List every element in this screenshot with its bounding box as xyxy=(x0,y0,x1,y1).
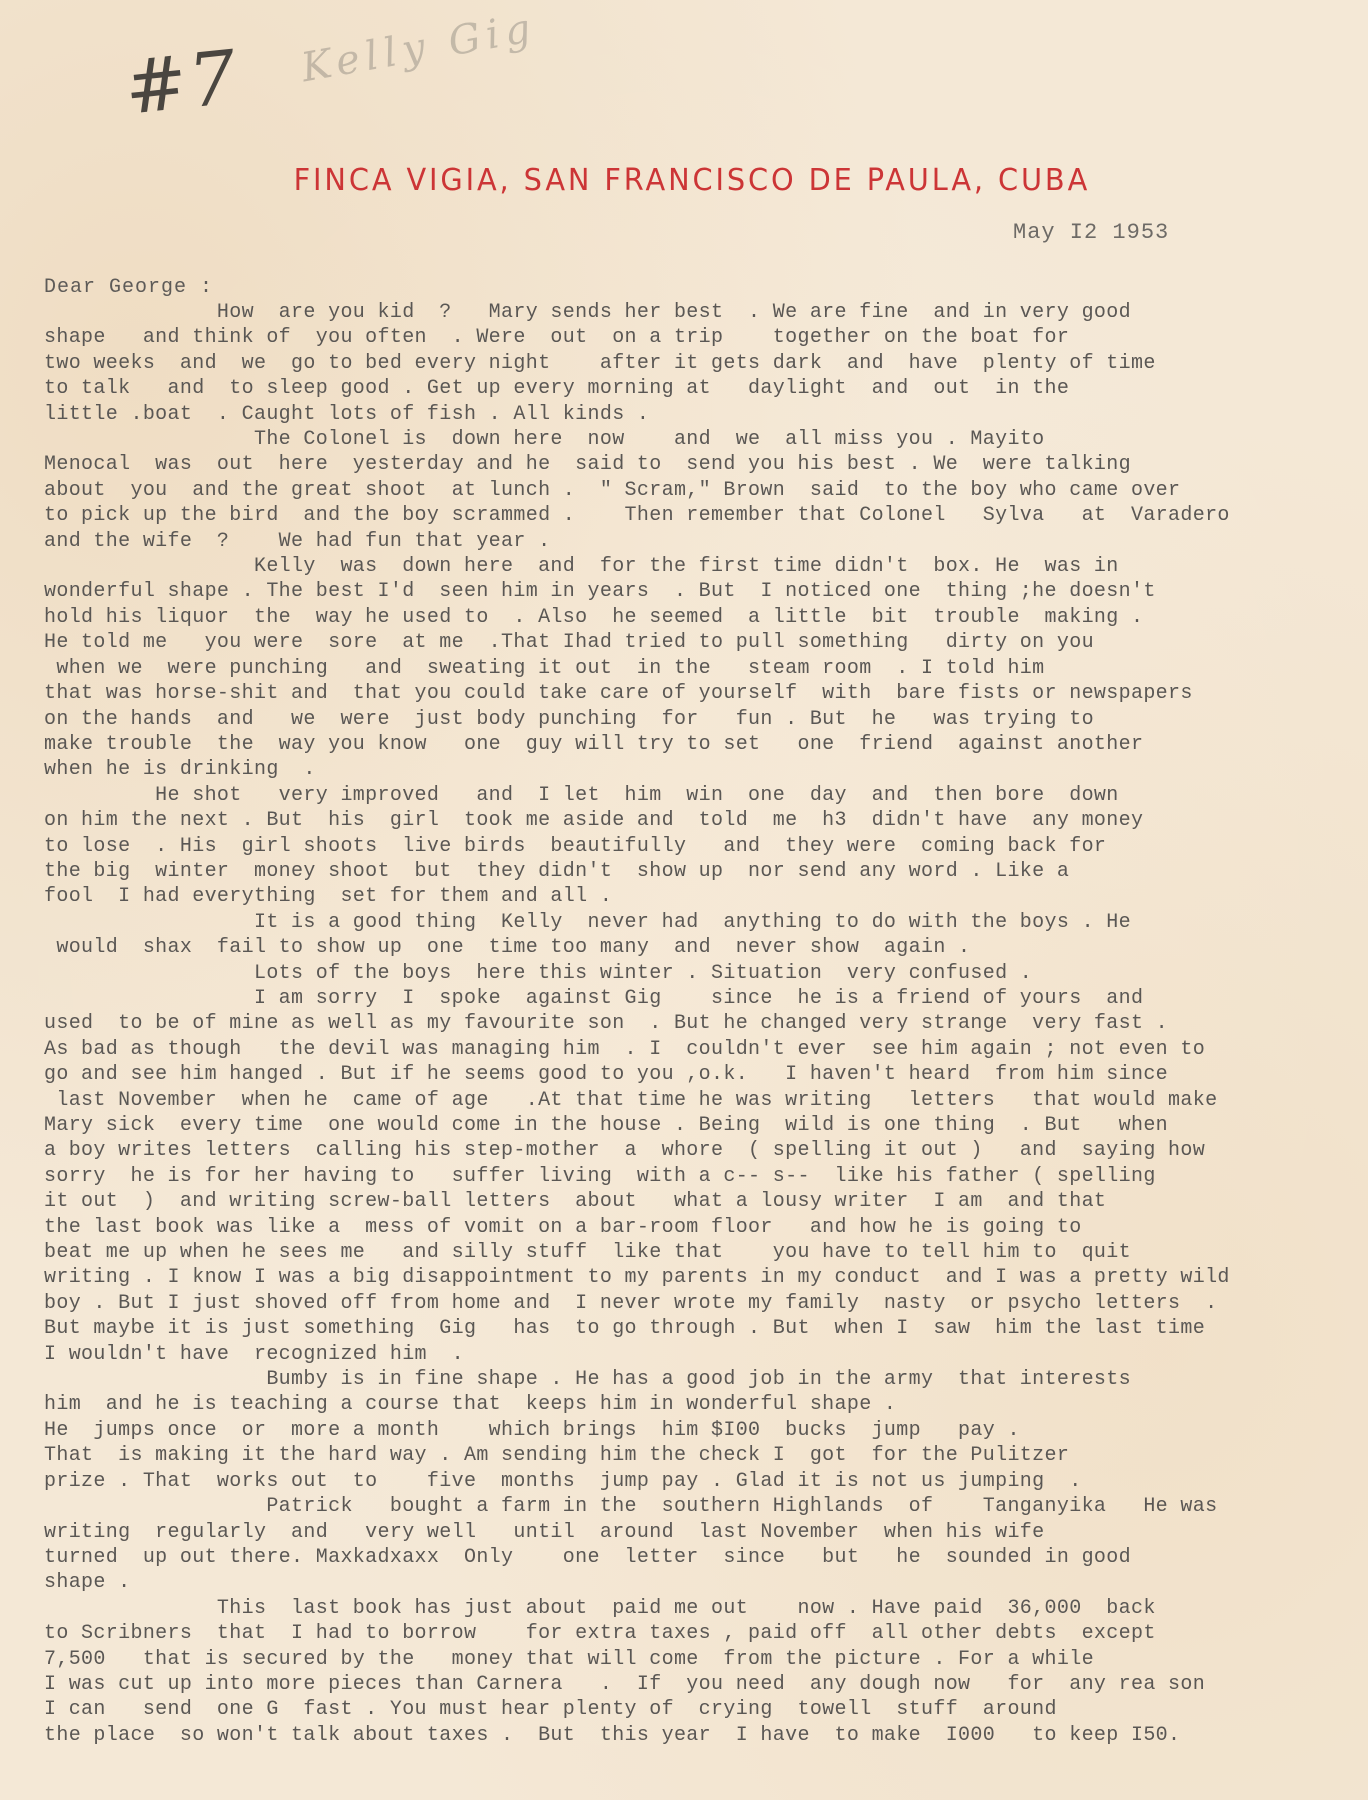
letter-date: May I2 1953 xyxy=(1013,220,1170,245)
letter-body: How are you kid ? Mary sends her best . We are fine and in very good shape and think of you often . Were out on a trip together on the boat for two weeks and we go to bed every night after it gets dark and have plenty of time to talk and to sleep good . Get up every morning at daylight and out in the little .boat . Caught lots of fish . All kinds . The Colonel is down here now and we all miss you . Mayito Menocal was out here yesterday and he said to send you his best . We were talking about you and the great shoot at lunch . " Scram," Brown said to the boy who came over to pick up the bird and the boy scrammed . Then remember that Colonel Sylva at Varadero and the wife ? We had fun that year . Kelly was down here and for the first time didn't box. He was in wonderful shape . The best I'd seen him in years . But I noticed one thing ;he doesn't hold his liquor the way he used to . Also he seemed a little bit trouble making . He told me you were sore at me .That Ihad tried to pull something dirty on you when we were punching and sweating it out in the steam room . I told him that was horse-shit and that you could take care of yourself with bare fists or newspapers on the hands and we were just body punching for fun . But he was trying to make trouble the way you know one guy will try to set one friend against another when he is drinking . He shot very improved and I let him win one day and then bore down on him the next . But his girl took me aside and told me h3 didn't have any money to lose . His girl shoots live birds beautifully and they were coming back for the big winter money shoot but they didn't show up nor send any word . Like a fool I had everything set for them and all . It is a good thing Kelly never had anything to do with the boys . He would shax fail to show up one time too many and never show again . Lots of the boys here this winter . Situation very confused . I am sorry I spoke against Gig since he is a friend of yours and used to be of mine as well as my favourite son . But he changed very strange very fast . As bad as though the devil was managing him . I couldn't ever see him again ; not even to go and see him hanged . But if he seems good to you ,o.k. I haven't heard from him since last November when he came of age .At that time he was writing letters that would make Mary sick every time one would come in the house . Being wild is one thing . But when a boy writes letters calling his step-mother a whore ( spelling it out ) and saying how sorry he is for her having to suffer living with a c-- s-- like his father ( spelling it out ) and writing screw-ball letters about what a lousy writer I am and that the last book was like a mess of vomit on a bar-room floor and how he is going to beat me up when he sees me and silly stuff like that you have to tell him to quit writing . I know I was a big disappointment to my parents in my conduct and I was a pretty wild boy . But I just shoved off from home and I never wrote my family nasty or psycho letters . But maybe it is just something Gig has to go through . But when I saw him the last time I wouldn't have recognized him . Bumby is in fine shape . He has a good job in the army that interests him and he is teaching a course that keeps him in wonderful shape . He jumps once or more a month which brings him $I00 bucks jump pay . That is making it the hard way . Am sending him the check I got for the Pulitzer prize . That works out to five months jump pay . Glad it is not us jumping . Patrick bought a farm in the southern Highlands of Tanganyika He was writing regularly and very well until around last November when his wife turned up out there. Maxkadxaxx Only one letter since but he sounded in good shape . This last book has just about paid me out now . Have paid 36,000 back to Scribners that I had to borrow for extra taxes , paid off all other debts except 7,500 that is secured by the money that will come from the picture . For a while I was cut up into more pieces than Carnera . If you need any dough now for any rea son I can send one G fast . You must hear plenty of crying towell stuff around the place so won't talk about taxes . But this year I have to make I000 to keep I50. xyxy=(44,301,1230,1747)
salutation: Dear George : xyxy=(44,276,214,299)
letterhead xyxy=(0,163,1368,198)
pencil-annotation: Kelly Gig xyxy=(297,4,540,92)
letterhead-text: FINCA VIGIA, SAN FRANCISCO DE PAULA, CUBA xyxy=(293,163,1091,198)
handwritten-page-number: #7 xyxy=(120,34,243,132)
